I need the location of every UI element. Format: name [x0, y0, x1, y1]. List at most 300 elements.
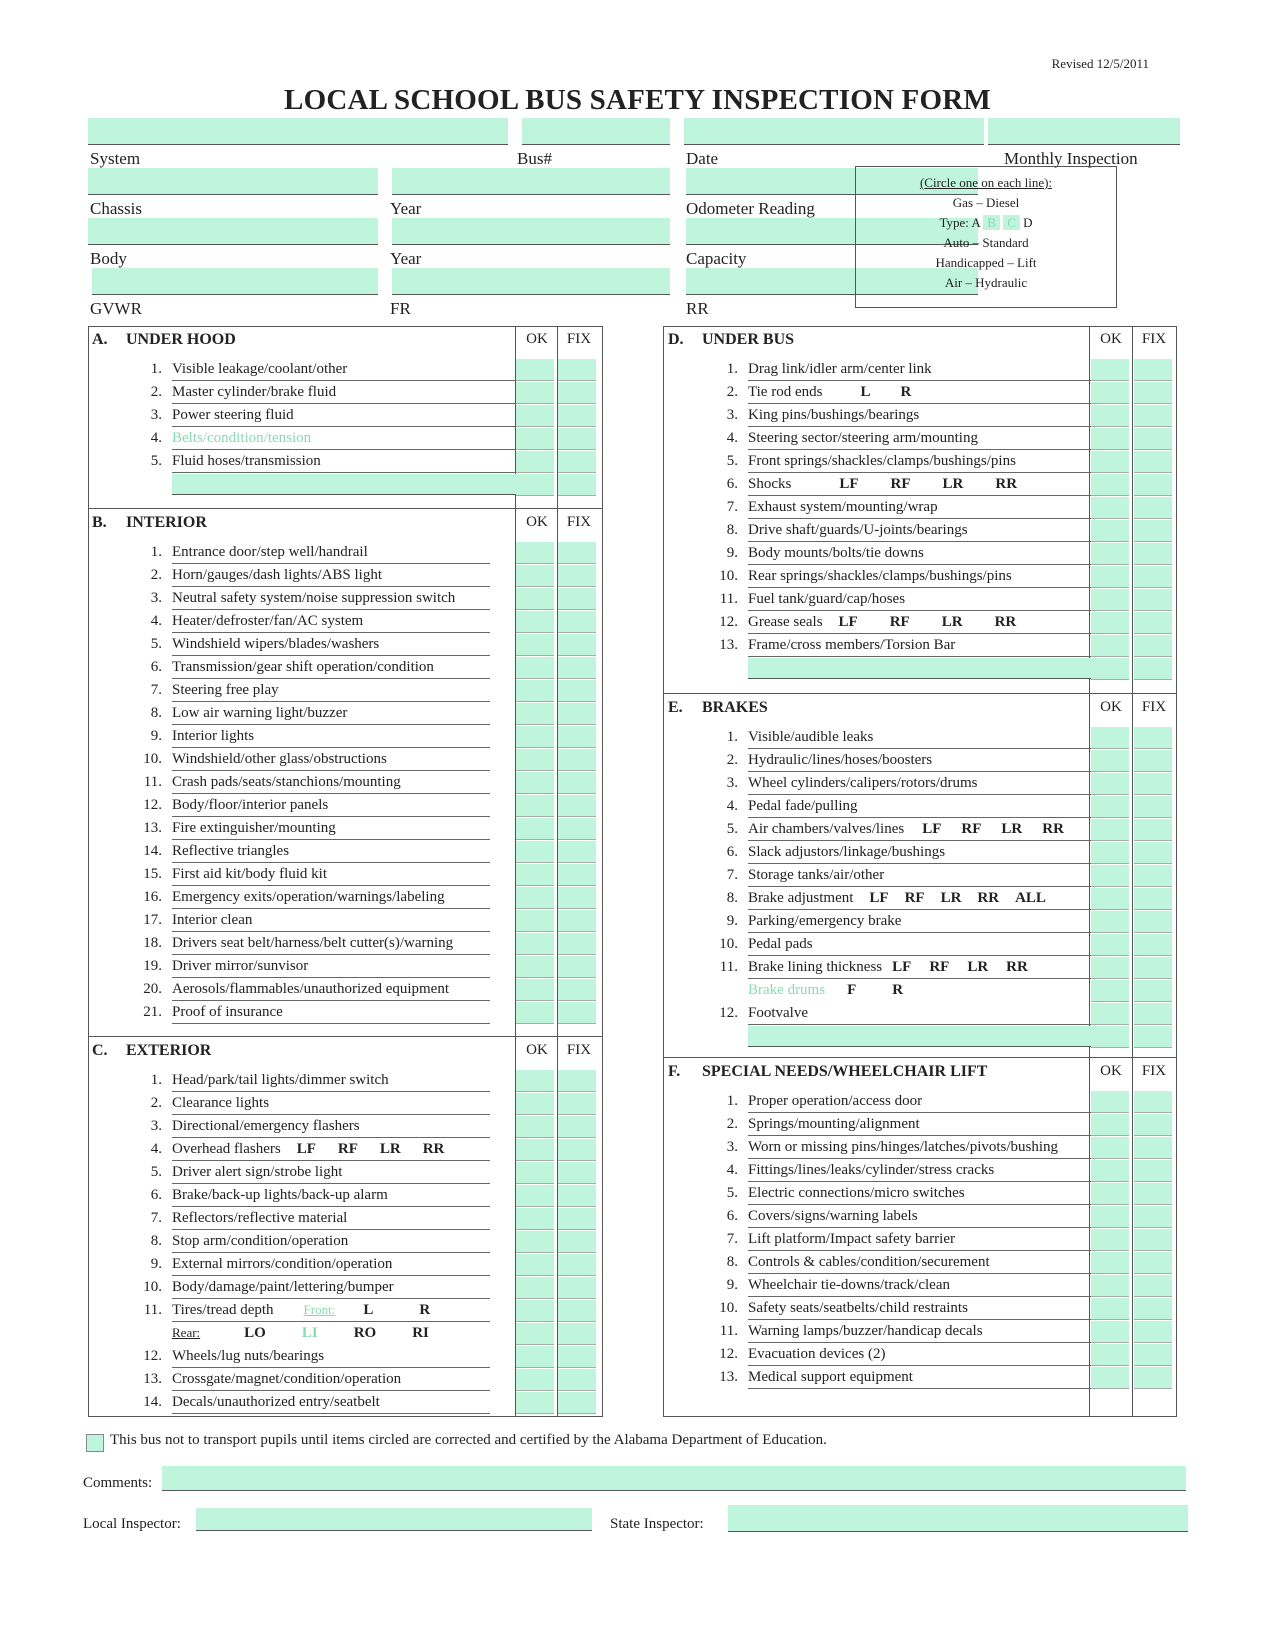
ok-checkbox[interactable] — [1091, 1229, 1129, 1251]
fix-checkbox[interactable] — [1134, 497, 1172, 519]
rear-tire-ri[interactable]: RI — [412, 1325, 429, 1341]
fix-checkbox[interactable] — [1134, 1321, 1172, 1343]
fix-checkbox[interactable] — [558, 657, 596, 679]
fix-checkbox[interactable] — [558, 749, 596, 771]
fix-checkbox[interactable] — [558, 1139, 596, 1161]
ok-checkbox[interactable] — [516, 1002, 554, 1024]
item-number: 3. — [726, 775, 738, 791]
circle-option[interactable]: LF — [922, 821, 942, 837]
circle-option[interactable]: RR — [422, 1141, 445, 1157]
ok-checkbox[interactable] — [1091, 865, 1129, 887]
circle-option[interactable]: RR — [1006, 959, 1028, 975]
body-field[interactable] — [88, 218, 378, 245]
fix-checkbox[interactable] — [1134, 934, 1172, 956]
item-number: 7. — [726, 499, 738, 515]
fix-checkbox[interactable] — [558, 1070, 596, 1092]
ok-checkbox[interactable] — [516, 841, 554, 863]
ok-checkbox[interactable] — [1091, 957, 1129, 979]
fix-checkbox[interactable] — [1134, 612, 1172, 634]
ok-checkbox[interactable] — [1091, 658, 1129, 680]
ok-checkbox[interactable] — [1091, 819, 1129, 841]
type-option[interactable]: Type: A B C D — [939, 215, 1033, 230]
item-label: Proper operation/access door — [748, 1090, 1092, 1113]
other-item-field[interactable] — [748, 658, 1092, 679]
item-label: Drag link/idler arm/center link — [748, 358, 1092, 381]
fix-checkbox[interactable] — [1134, 359, 1172, 381]
fix-checkbox[interactable] — [1134, 382, 1172, 404]
fix-checkbox[interactable] — [558, 795, 596, 817]
ok-checkbox[interactable] — [1091, 1275, 1129, 1297]
rr-label: RR — [686, 299, 709, 318]
item-number: 5. — [726, 1185, 738, 1201]
ok-checkbox[interactable] — [1091, 474, 1129, 496]
ok-checkbox[interactable] — [1091, 543, 1129, 565]
ok-checkbox[interactable] — [1091, 750, 1129, 772]
circle-option[interactable]: LF — [296, 1141, 316, 1157]
fix-checkbox[interactable] — [558, 772, 596, 794]
ok-checkbox[interactable] — [516, 680, 554, 702]
rear-tire-ro[interactable]: RO — [353, 1325, 377, 1341]
ok-checkbox[interactable] — [516, 657, 554, 679]
comments-field[interactable] — [162, 1466, 1186, 1491]
item-number: 4. — [726, 798, 738, 814]
item-label: Wheelchair tie-downs/track/clean — [748, 1274, 1092, 1297]
fix-checkbox[interactable] — [1134, 566, 1172, 588]
ok-checkbox[interactable] — [516, 1093, 554, 1115]
item-number: 2. — [150, 567, 162, 583]
brake-drums-label: Brake drums — [748, 982, 826, 998]
ok-checkbox[interactable] — [516, 611, 554, 633]
item-label: Fuel tank/guard/cap/hoses — [748, 588, 1092, 611]
item-label: Wheel cylinders/calipers/rotors/drums — [748, 772, 1092, 795]
item-label: Body/damage/paint/lettering/bumper — [172, 1276, 490, 1299]
circle-option[interactable]: RF — [890, 476, 911, 492]
ok-checkbox[interactable] — [1091, 1298, 1129, 1320]
fix-checkbox[interactable] — [558, 451, 596, 473]
fix-checkbox[interactable] — [1134, 658, 1172, 680]
item-number: 5. — [150, 1164, 162, 1180]
ok-checkbox[interactable] — [1091, 497, 1129, 519]
item-number: 6. — [726, 844, 738, 860]
fix-checkbox[interactable] — [1134, 451, 1172, 473]
ok-checkbox[interactable] — [1091, 566, 1129, 588]
fix-checkbox[interactable] — [1134, 1114, 1172, 1136]
item-number: 2. — [150, 384, 162, 400]
fix-checkbox[interactable] — [558, 474, 596, 496]
fix-checkbox[interactable] — [558, 1254, 596, 1276]
item-number: 10. — [719, 568, 738, 584]
fix-checkbox[interactable] — [1134, 405, 1172, 427]
fix-checkbox[interactable] — [558, 1231, 596, 1253]
fix-checkbox[interactable] — [1134, 1026, 1172, 1048]
fix-checkbox[interactable] — [1134, 428, 1172, 450]
fix-checkbox[interactable] — [558, 1002, 596, 1024]
ok-checkbox[interactable] — [1091, 1252, 1129, 1274]
brake-drum-r[interactable]: R — [892, 982, 904, 998]
ok-checkbox[interactable] — [516, 1185, 554, 1207]
item-number: 1. — [150, 544, 162, 560]
item-label: Footvalve — [748, 1002, 1092, 1025]
fix-checkbox[interactable] — [558, 726, 596, 748]
item-number: 9. — [150, 1256, 162, 1272]
ok-checkbox[interactable] — [516, 451, 554, 473]
monthly-inspection-field[interactable] — [988, 118, 1180, 145]
ok-checkbox[interactable] — [1091, 1003, 1129, 1025]
item-label: Tie rod ends L R — [748, 381, 1092, 404]
circle-option[interactable]: LR — [1001, 821, 1023, 837]
other-item-field[interactable] — [172, 474, 520, 495]
ok-header: OK — [1100, 699, 1122, 715]
fix-checkbox[interactable] — [558, 1323, 596, 1345]
item-number: 11. — [719, 959, 738, 975]
circle-option[interactable]: RF — [337, 1141, 358, 1157]
circle-option[interactable]: LF — [869, 890, 889, 906]
fix-checkbox[interactable] — [558, 703, 596, 725]
ok-checkbox[interactable] — [1091, 451, 1129, 473]
item-number: 11. — [719, 591, 738, 607]
ok-checkbox[interactable] — [1091, 428, 1129, 450]
fix-checkbox[interactable] — [1134, 1160, 1172, 1182]
item-number: 14. — [143, 1394, 162, 1410]
ok-checkbox[interactable] — [516, 726, 554, 748]
fix-checkbox[interactable] — [1134, 1252, 1172, 1274]
ok-checkbox[interactable] — [516, 542, 554, 564]
fix-checkbox[interactable] — [1134, 819, 1172, 841]
ok-checkbox[interactable] — [1091, 1137, 1129, 1159]
item-number: 11. — [719, 1323, 738, 1339]
fix-checkbox[interactable] — [558, 887, 596, 909]
ok-checkbox[interactable] — [1091, 405, 1129, 427]
fix-checkbox[interactable] — [1134, 1206, 1172, 1228]
item-label: Clearance lights — [172, 1092, 490, 1115]
ok-checkbox[interactable] — [516, 1277, 554, 1299]
item-label: Stop arm/condition/operation — [172, 1230, 490, 1253]
circle-option[interactable]: RF — [961, 821, 982, 837]
ok-checkbox[interactable] — [516, 956, 554, 978]
circle-option[interactable]: RF — [929, 959, 950, 975]
item-label: Low air warning light/buzzer — [172, 702, 490, 725]
item-number: 1. — [726, 1093, 738, 1109]
ok-checkbox[interactable] — [1091, 796, 1129, 818]
fuel-option[interactable]: Gas – Diesel — [952, 195, 1020, 210]
fix-checkbox[interactable] — [558, 1162, 596, 1184]
item-number: 10. — [719, 936, 738, 952]
ok-checkbox[interactable] — [516, 795, 554, 817]
brake-drum-f[interactable]: F — [847, 982, 857, 998]
item-number: 12. — [719, 614, 738, 630]
item-label: Driver alert sign/strobe light — [172, 1161, 490, 1184]
brake-type-option[interactable]: Air – Hydraulic — [944, 275, 1028, 290]
fix-checkbox[interactable] — [558, 1277, 596, 1299]
ok-checkbox[interactable] — [516, 474, 554, 496]
fix-checkbox[interactable] — [1134, 727, 1172, 749]
circle-option[interactable]: LF — [839, 476, 859, 492]
body-year-field[interactable] — [392, 218, 670, 245]
circle-option[interactable]: R — [419, 1302, 431, 1318]
ok-checkbox[interactable] — [516, 634, 554, 656]
item-number: 9. — [726, 1277, 738, 1293]
item-label: Brake/back-up lights/back-up alarm — [172, 1184, 490, 1207]
fix-checkbox[interactable] — [1134, 543, 1172, 565]
circle-option[interactable]: LF — [892, 959, 912, 975]
fix-checkbox[interactable] — [558, 1369, 596, 1391]
ok-checkbox[interactable] — [1091, 589, 1129, 611]
item-label: Proof of insurance — [172, 1001, 490, 1024]
ok-checkbox[interactable] — [1091, 612, 1129, 634]
circle-option[interactable]: LR — [967, 959, 989, 975]
circle-option[interactable]: RF — [904, 890, 925, 906]
ok-header: OK — [1100, 331, 1122, 347]
circle-option[interactable]: RR — [977, 890, 1000, 906]
fix-checkbox[interactable] — [1134, 1275, 1172, 1297]
item-number: 18. — [143, 935, 162, 951]
ok-checkbox[interactable] — [516, 887, 554, 909]
fix-checkbox[interactable] — [558, 818, 596, 840]
fix-checkbox[interactable] — [558, 1300, 596, 1322]
circle-option[interactable]: LR — [942, 476, 964, 492]
ok-checkbox[interactable] — [516, 1254, 554, 1276]
fix-checkbox[interactable] — [1134, 589, 1172, 611]
rear-tires-row — [172, 1322, 429, 1345]
item-number: 8. — [726, 1254, 738, 1270]
fix-checkbox[interactable] — [1134, 750, 1172, 772]
item-label: Worn or missing pins/hinges/latches/pivots/bushing — [748, 1136, 1092, 1159]
not-to-transport-checkbox[interactable] — [86, 1434, 104, 1452]
circle-option[interactable]: LR — [940, 890, 962, 906]
ok-checkbox[interactable] — [1091, 934, 1129, 956]
circle-option[interactable]: LR — [379, 1141, 401, 1157]
fix-checkbox[interactable] — [558, 1346, 596, 1368]
circle-option[interactable]: RR — [1042, 821, 1064, 837]
fix-checkbox[interactable] — [1134, 796, 1172, 818]
fix-checkbox[interactable] — [558, 565, 596, 587]
item-number: 13. — [719, 637, 738, 653]
fix-checkbox[interactable] — [558, 1392, 596, 1414]
ok-checkbox[interactable] — [516, 565, 554, 587]
ok-checkbox[interactable] — [1091, 382, 1129, 404]
local-inspector-field[interactable] — [196, 1508, 592, 1531]
ok-checkbox[interactable] — [516, 1231, 554, 1253]
item-number: 13. — [719, 1369, 738, 1385]
fix-checkbox[interactable] — [1134, 1137, 1172, 1159]
body-label: Body — [90, 249, 127, 268]
system-field[interactable] — [88, 118, 508, 145]
ok-checkbox[interactable] — [516, 933, 554, 955]
state-inspector-field[interactable] — [728, 1505, 1188, 1532]
ok-checkbox[interactable] — [1091, 888, 1129, 910]
chassis-year-field[interactable] — [392, 168, 670, 195]
brake-drums-row — [748, 979, 903, 1002]
circle-option[interactable]: RF — [889, 614, 910, 630]
ok-checkbox[interactable] — [516, 749, 554, 771]
fix-checkbox[interactable] — [1134, 1003, 1172, 1025]
item-number: 20. — [143, 981, 162, 997]
other-item-field[interactable] — [748, 1026, 1092, 1047]
item-label: Evacuation devices (2) — [748, 1343, 1092, 1366]
ok-checkbox[interactable] — [516, 772, 554, 794]
item-label: Front springs/shackles/clamps/bushings/pins — [748, 450, 1092, 473]
circle-option[interactable]: RR — [994, 614, 1017, 630]
ok-checkbox[interactable] — [516, 1162, 554, 1184]
fix-checkbox[interactable] — [558, 611, 596, 633]
rear-tire-lo[interactable]: LO — [244, 1325, 266, 1341]
item-number: 9. — [726, 913, 738, 929]
fix-checkbox[interactable] — [1134, 1367, 1172, 1389]
ok-checkbox[interactable] — [516, 1369, 554, 1391]
fix-checkbox[interactable] — [1134, 957, 1172, 979]
item-number: 4. — [150, 430, 162, 446]
fix-checkbox[interactable] — [558, 910, 596, 932]
ok-checkbox[interactable] — [516, 1208, 554, 1230]
system-label: System — [90, 149, 141, 168]
item-number: 4. — [150, 613, 162, 629]
ok-checkbox[interactable] — [516, 382, 554, 404]
item-label: First aid kit/body fluid kit — [172, 863, 490, 886]
fix-checkbox[interactable] — [558, 979, 596, 1001]
fix-checkbox[interactable] — [1134, 888, 1172, 910]
circle-option[interactable]: L — [363, 1302, 374, 1318]
ok-checkbox[interactable] — [1091, 842, 1129, 864]
item-number: 2. — [726, 384, 738, 400]
fix-checkbox[interactable] — [1134, 1229, 1172, 1251]
item-number: 12. — [719, 1346, 738, 1362]
ok-checkbox[interactable] — [516, 588, 554, 610]
item-label: Air chambers/valves/lines LF RF LR RR — [748, 818, 1092, 841]
item-label: Interior clean — [172, 909, 490, 932]
fix-checkbox[interactable] — [558, 864, 596, 886]
fix-checkbox[interactable] — [558, 1093, 596, 1115]
fix-checkbox[interactable] — [558, 1116, 596, 1138]
ok-checkbox[interactable] — [1091, 635, 1129, 657]
ok-checkbox[interactable] — [516, 703, 554, 725]
item-number: 7. — [150, 1210, 162, 1226]
ok-checkbox[interactable] — [1091, 1026, 1129, 1048]
ok-checkbox[interactable] — [1091, 1114, 1129, 1136]
circle-option[interactable]: RR — [995, 476, 1018, 492]
fix-checkbox[interactable] — [558, 1185, 596, 1207]
transmission-option[interactable]: Auto – Standard — [943, 235, 1029, 250]
item-label: Grease seals LF RF LR RR — [748, 611, 1092, 634]
fix-checkbox[interactable] — [558, 382, 596, 404]
fix-checkbox[interactable] — [558, 680, 596, 702]
fix-checkbox[interactable] — [1134, 635, 1172, 657]
item-label: Driver mirror/sunvisor — [172, 955, 490, 978]
ok-checkbox[interactable] — [1091, 1091, 1129, 1113]
fix-checkbox[interactable] — [1134, 865, 1172, 887]
item-number: 5. — [150, 453, 162, 469]
item-number: 1. — [726, 361, 738, 377]
fix-checkbox[interactable] — [558, 405, 596, 427]
ok-checkbox[interactable] — [516, 359, 554, 381]
ok-checkbox[interactable] — [516, 1116, 554, 1138]
fix-checkbox[interactable] — [1134, 1091, 1172, 1113]
fix-checkbox[interactable] — [1134, 1183, 1172, 1205]
fix-checkbox[interactable] — [1134, 474, 1172, 496]
ok-checkbox[interactable] — [516, 1139, 554, 1161]
ok-checkbox[interactable] — [516, 1070, 554, 1092]
circle-option[interactable]: LR — [941, 614, 963, 630]
item-label: Brake lining thickness LF RF LR RR — [748, 956, 1092, 979]
item-label: Neutral safety system/noise suppression switch — [172, 587, 490, 610]
ok-checkbox[interactable] — [516, 910, 554, 932]
ok-checkbox[interactable] — [1091, 1160, 1129, 1182]
ok-checkbox[interactable] — [516, 1323, 554, 1345]
fix-checkbox[interactable] — [1134, 980, 1172, 1002]
item-number: 3. — [150, 1118, 162, 1134]
circle-option[interactable]: R — [900, 384, 912, 400]
item-label: Slack adjustors/linkage/bushings — [748, 841, 1092, 864]
item-number: 13. — [143, 1371, 162, 1387]
ok-checkbox[interactable] — [1091, 1367, 1129, 1389]
ok-checkbox[interactable] — [516, 405, 554, 427]
date-field[interactable] — [684, 118, 984, 145]
fix-checkbox[interactable] — [558, 1208, 596, 1230]
fix-checkbox[interactable] — [1134, 520, 1172, 542]
ok-checkbox[interactable] — [516, 1300, 554, 1322]
circle-option[interactable]: ALL — [1015, 890, 1046, 906]
ok-checkbox[interactable] — [1091, 359, 1129, 381]
fix-checkbox[interactable] — [1134, 773, 1172, 795]
fix-checkbox[interactable] — [558, 542, 596, 564]
item-number: 1. — [726, 729, 738, 745]
ok-checkbox[interactable] — [1091, 727, 1129, 749]
fix-checkbox[interactable] — [558, 634, 596, 656]
ok-checkbox[interactable] — [516, 864, 554, 886]
ok-checkbox[interactable] — [1091, 773, 1129, 795]
bus-number-field[interactable] — [522, 118, 670, 145]
item-label: Fluid hoses/transmission — [172, 450, 520, 473]
bus-label: Bus# — [517, 149, 552, 168]
ok-checkbox[interactable] — [516, 818, 554, 840]
fix-checkbox[interactable] — [558, 359, 596, 381]
fix-checkbox[interactable] — [558, 956, 596, 978]
gvwr-field[interactable] — [92, 268, 378, 295]
rear-tire-li[interactable]: LI — [301, 1325, 318, 1341]
fix-checkbox[interactable] — [1134, 1298, 1172, 1320]
ok-checkbox[interactable] — [1091, 1344, 1129, 1366]
year-label-2: Year — [390, 249, 422, 268]
item-number: 2. — [726, 1116, 738, 1132]
item-number: 9. — [726, 545, 738, 561]
ok-checkbox[interactable] — [1091, 1321, 1129, 1343]
circle-option[interactable]: L — [860, 384, 871, 400]
handicapped-option[interactable]: Handicapped – Lift — [935, 255, 1037, 270]
fix-checkbox[interactable] — [558, 588, 596, 610]
ok-checkbox[interactable] — [1091, 1183, 1129, 1205]
fix-checkbox[interactable] — [558, 841, 596, 863]
fix-checkbox[interactable] — [1134, 911, 1172, 933]
chassis-field[interactable] — [88, 168, 378, 195]
fr-field[interactable] — [392, 268, 670, 295]
item-number: 16. — [143, 889, 162, 905]
item-label: Warning lamps/buzzer/handicap decals — [748, 1320, 1092, 1343]
ok-checkbox[interactable] — [516, 1346, 554, 1368]
section-c-title: C. EXTERIOR — [92, 1042, 212, 1059]
ok-checkbox[interactable] — [1091, 520, 1129, 542]
ok-checkbox[interactable] — [516, 1392, 554, 1414]
fix-checkbox[interactable] — [558, 933, 596, 955]
fix-checkbox[interactable] — [1134, 1344, 1172, 1366]
ok-checkbox[interactable] — [1091, 980, 1129, 1002]
ok-checkbox[interactable] — [516, 979, 554, 1001]
circle-option[interactable]: LF — [838, 614, 858, 630]
ok-checkbox[interactable] — [1091, 911, 1129, 933]
item-label: Frame/cross members/Torsion Bar — [748, 634, 1092, 657]
fix-checkbox[interactable] — [1134, 842, 1172, 864]
fix-checkbox[interactable] — [558, 428, 596, 450]
ok-checkbox[interactable] — [1091, 1206, 1129, 1228]
ok-checkbox[interactable] — [516, 428, 554, 450]
